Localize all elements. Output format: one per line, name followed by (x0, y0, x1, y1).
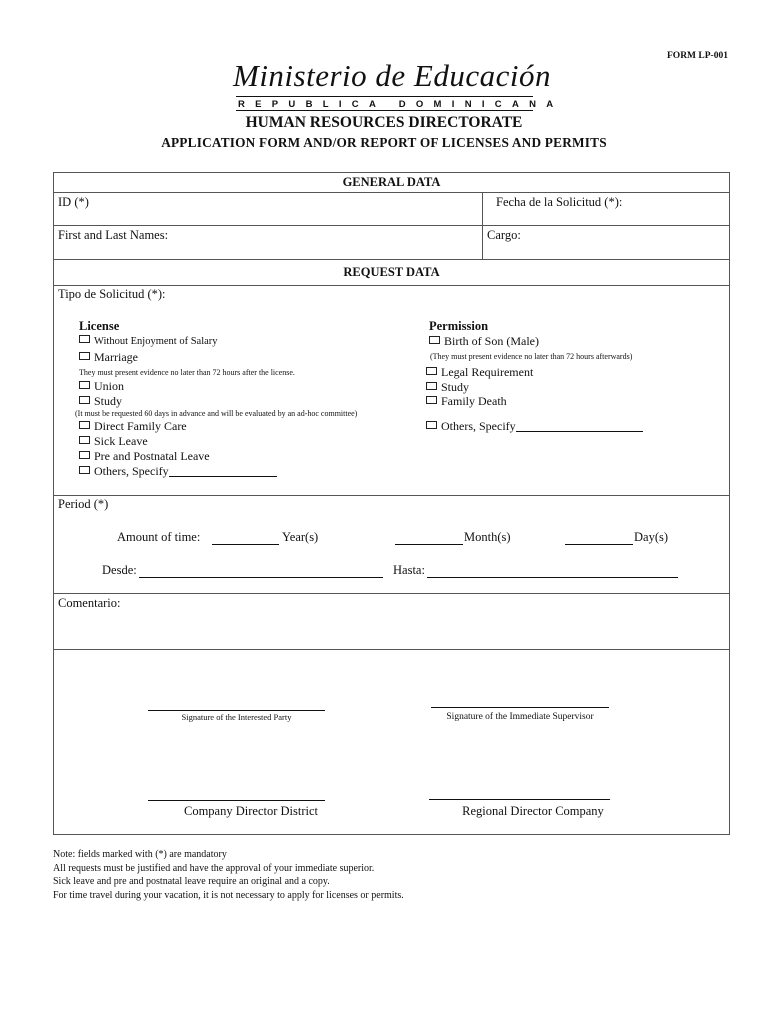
checkbox[interactable] (426, 396, 437, 404)
license-heading: License (79, 319, 120, 333)
option-label: Legal Requirement (441, 365, 534, 379)
footer-note-1: Note: fields marked with (*) are mandatory (53, 849, 227, 860)
comment-field[interactable]: Comentario: (58, 596, 121, 610)
form-code: FORM LP-001 (667, 51, 728, 61)
checkbox[interactable] (79, 396, 90, 404)
option-label: Others, Specify (94, 464, 169, 478)
license-pre-postnatal[interactable] (79, 449, 210, 464)
license-marriage[interactable] (79, 350, 138, 365)
study-note: (It must be requested 60 days in advance and will be evaluated by an ad-hoc committee) (75, 409, 358, 418)
footer-note-4: For time travel during your vacation, it is not necessary to apply for licenses or permits. (53, 890, 404, 901)
permission-birth-son[interactable] (429, 334, 539, 349)
option-label: Direct Family Care (94, 419, 187, 433)
option-label: Study (94, 394, 123, 408)
checkbox[interactable] (426, 382, 437, 390)
option-label: Without Enjoyment of Salary (94, 336, 218, 347)
rule-general-header (53, 192, 730, 193)
district-signature-line[interactable] (148, 800, 325, 801)
interested-signature-line[interactable] (148, 710, 325, 711)
rule-row-1 (53, 225, 730, 226)
from-label: Desde: (102, 563, 137, 577)
years-input[interactable] (212, 534, 279, 545)
birth-note: (They must present evidence no later than 72 hours afterwards) (430, 352, 633, 361)
district-signature-caption: Company Director District (184, 804, 318, 818)
option-label: Family Death (441, 394, 507, 408)
id-field[interactable]: ID (*) (58, 195, 89, 209)
to-date-input[interactable] (427, 567, 678, 578)
supervisor-signature-caption: Signature of the Immediate Supervisor (446, 712, 594, 722)
supervisor-signature-line[interactable] (431, 707, 609, 708)
document-subtitle: APPLICATION FORM AND/OR REPORT OF LICENSES AND PERMITS (161, 135, 607, 150)
permission-legal[interactable] (426, 365, 533, 380)
rule-request-header (53, 285, 730, 286)
checkbox[interactable] (79, 352, 90, 360)
marriage-note: They must present evidence no later than 72 hours after the license. (79, 368, 295, 377)
to-label: Hasta: (393, 563, 425, 577)
permission-study[interactable] (426, 380, 469, 395)
from-date-input[interactable] (139, 567, 383, 578)
option-label: Marriage (94, 350, 138, 364)
specify-line[interactable] (516, 421, 643, 432)
checkbox[interactable] (426, 367, 437, 375)
checkbox[interactable] (79, 436, 90, 444)
days-input[interactable] (565, 534, 633, 545)
rule-period (53, 495, 730, 496)
option-label: Union (94, 379, 124, 393)
license-others[interactable] (79, 464, 277, 479)
checkbox[interactable] (79, 466, 90, 474)
checkbox[interactable] (79, 421, 90, 429)
checkbox[interactable] (426, 421, 437, 429)
general-data-title: GENERAL DATA (342, 175, 441, 189)
checkbox[interactable] (79, 381, 90, 389)
checkbox[interactable] (79, 451, 90, 459)
days-label: Day(s) (634, 530, 669, 544)
months-input[interactable] (395, 534, 463, 545)
option-label: Pre and Postnatal Leave (94, 449, 210, 463)
specify-line[interactable] (169, 466, 277, 477)
rule-comment (53, 593, 730, 594)
option-label: Study (441, 380, 470, 394)
permission-heading: Permission (429, 319, 489, 333)
rule-row-2 (53, 259, 730, 260)
request-type-label: Tipo de Solicitud (*): (58, 287, 166, 301)
license-family-care[interactable] (79, 419, 187, 434)
logo-rule-top (236, 96, 533, 97)
ministry-logo-title: Ministerio de Educación (233, 58, 551, 93)
rule-column-divider (482, 192, 483, 259)
ministry-logo-subtitle: REPUBLICA DOMINICANA (238, 99, 564, 110)
document-title: HUMAN RESOURCES DIRECTORATE (245, 114, 523, 131)
logo-rule-bottom (236, 110, 533, 111)
option-label: Sick Leave (94, 434, 148, 448)
option-label: Others, Specify (441, 419, 516, 433)
years-label: Year(s) (282, 530, 319, 544)
period-label: Period (*) (58, 497, 109, 511)
rule-signatures (53, 649, 730, 650)
cargo-field[interactable]: Cargo: (487, 228, 521, 242)
permission-family-death[interactable] (426, 394, 507, 409)
checkbox[interactable] (429, 336, 440, 344)
request-date-field[interactable]: Fecha de la Solicitud (*): (496, 195, 623, 209)
permission-others[interactable] (426, 419, 643, 434)
option-label: Birth of Son (Male) (444, 334, 539, 348)
license-sick-leave[interactable] (79, 434, 148, 449)
interested-signature-caption: Signature of the Interested Party (181, 712, 292, 722)
regional-signature-caption: Regional Director Company (462, 804, 604, 818)
license-study[interactable] (79, 394, 122, 409)
regional-signature-line[interactable] (429, 799, 610, 800)
license-without-salary[interactable] (79, 335, 218, 347)
checkbox[interactable] (79, 335, 90, 343)
footer-note-3: Sick leave and pre and postnatal leave require an original and a copy. (53, 876, 330, 887)
request-data-title: REQUEST DATA (343, 265, 440, 279)
footer-note-2: All requests must be justified and have the approval of your immediate superior. (53, 863, 375, 874)
names-field[interactable]: First and Last Names: (58, 228, 169, 242)
amount-of-time-label: Amount of time: (117, 530, 201, 544)
months-label: Month(s) (464, 530, 511, 544)
license-union[interactable] (79, 379, 124, 394)
